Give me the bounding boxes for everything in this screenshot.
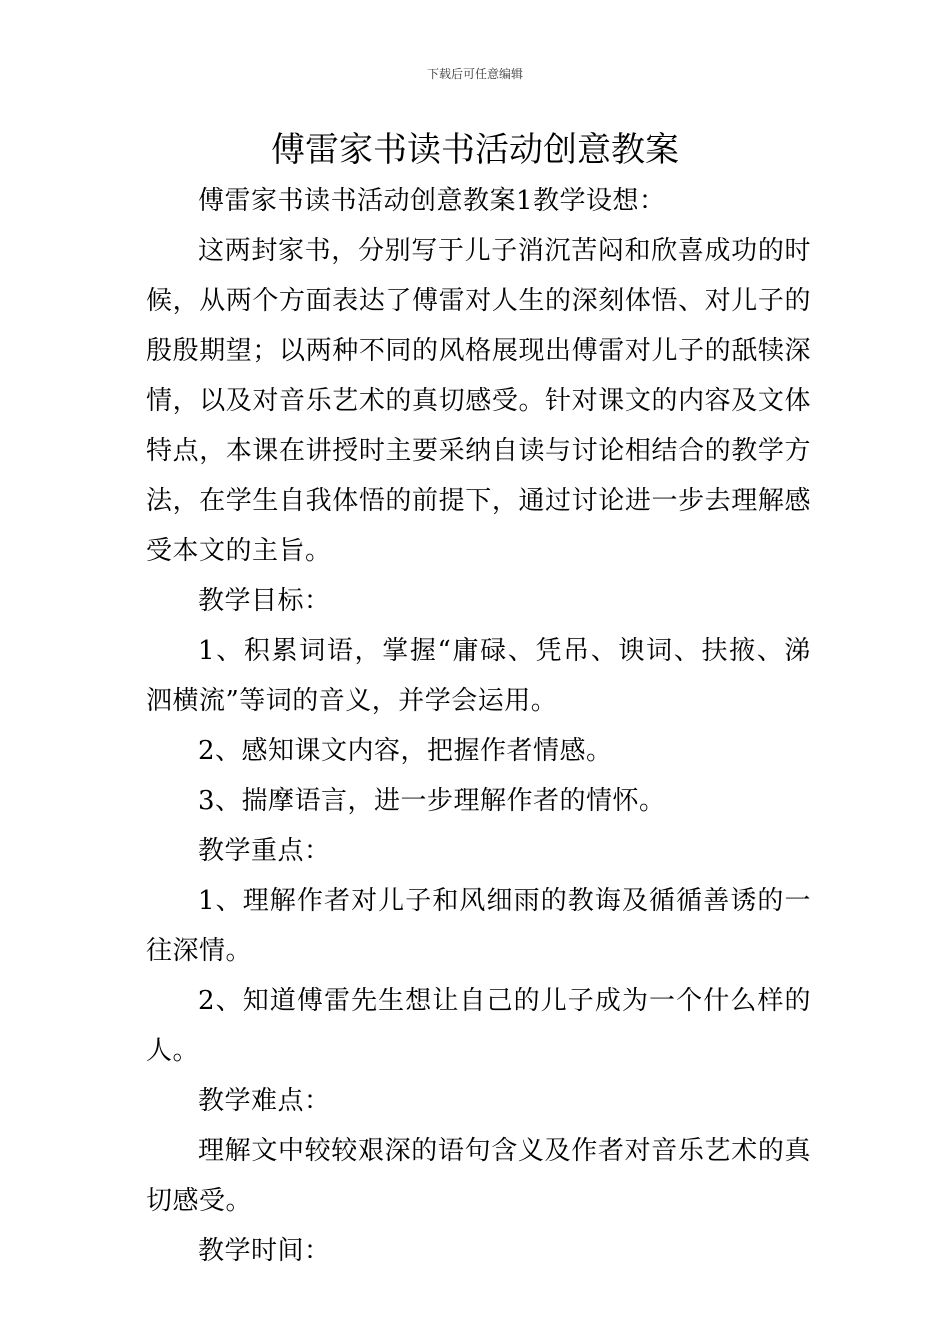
heading-difficulties: 教学难点：: [198, 1086, 331, 1116]
objective-item-2: 2、感知课文内容，把握作者情感。: [198, 736, 613, 766]
heading-key-points: 教学重点：: [198, 836, 331, 866]
objective-item-1: 1、积累词语，掌握“庸碌、凭吊、谀词、扶掖、涕泗横流”等词的音义，并学会运用。: [146, 636, 811, 716]
paragraph-design: 这两封家书，分别写于儿子消沉苦闷和欣喜成功的时候，从两个方面表达了傅雷对人生的深刻体悟、对儿子的殷殷期望；以两种不同的风格展现出傅雷对儿子的舐犊深情，以及对音乐艺术的真切感受。针对课文的内容及文体特点，本课在讲授时主要采纳自读与讨论相结合的教学方法，在学生自我体悟的前提下，通过讨论进一步去理解感受本文的主旨。: [146, 236, 811, 566]
paragraph-intro: 傅雷家书读书活动创意教案1教学设想：: [198, 186, 666, 216]
objective-item-3: 3、揣摩语言，进一步理解作者的情怀。: [198, 786, 666, 816]
difficulty-item: 理解文中较较艰深的语句含义及作者对音乐艺术的真切感受。: [146, 1136, 811, 1216]
header-note: 下载后可任意编辑: [426, 67, 523, 81]
heading-objectives: 教学目标：: [198, 586, 331, 616]
heading-teaching-time: 教学时间：: [198, 1236, 331, 1266]
key-point-item-1: 1、理解作者对儿子和风细雨的教诲及循循善诱的一往深情。: [146, 886, 811, 966]
key-point-item-2: 2、知道傅雷先生想让自己的儿子成为一个什么样的人。: [146, 986, 811, 1066]
document-title: 傅雷家书读书活动创意教案: [271, 130, 679, 170]
document-body: [146, 176, 811, 1276]
